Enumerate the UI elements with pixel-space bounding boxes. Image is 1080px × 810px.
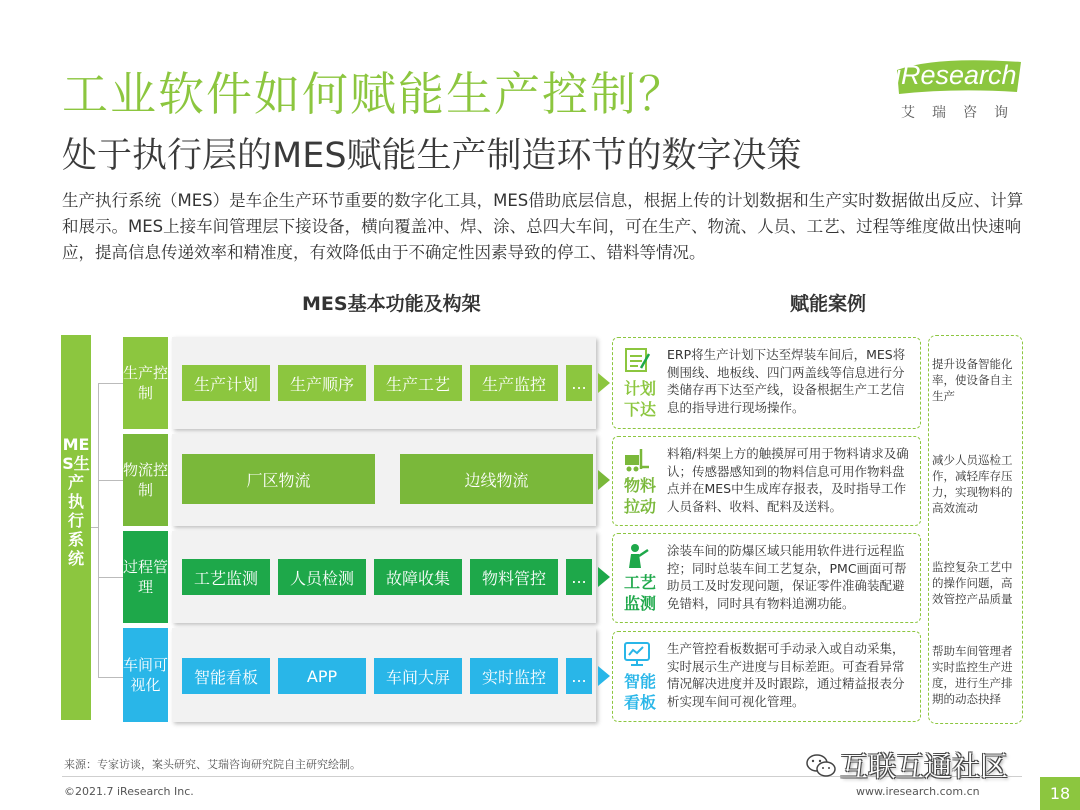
function-box: 智能看板 [182, 658, 270, 694]
iresearch-logo [895, 56, 1025, 126]
category-logistics-control: 物流控制 [123, 434, 168, 526]
website-link[interactable]: www.iresearch.com.cn [856, 785, 980, 798]
connector-line [98, 383, 123, 384]
forklift-icon [623, 445, 651, 473]
category-production-control: 生产控制 [123, 337, 168, 429]
case-card-dashboard [612, 631, 921, 722]
function-box: 车间大屏 [374, 658, 462, 694]
function-box: 生产顺序 [278, 365, 366, 401]
checklist-icon [623, 346, 651, 374]
category-process-management: 过程管理 [123, 531, 168, 623]
connector-line [98, 383, 99, 677]
arrow-right-icon [598, 373, 610, 393]
case-tag: 智能看板 [623, 672, 656, 712]
logo-text: iResearch [895, 60, 1017, 90]
result-text: 监控复杂工艺中的操作问题，高效管控产品质量 [932, 560, 1013, 606]
case-tag: 工艺监测 [623, 573, 656, 613]
connector-line [98, 577, 123, 578]
function-box-more: ... [566, 365, 592, 401]
case-tag: 计划下达 [623, 379, 656, 419]
function-box: 生产工艺 [374, 365, 462, 401]
case-description: 生产管控看板数据可手动录入或自动采集，实时展示生产进度与目标差距。可查看异常情况解决进度并及时跟踪，通过精益报表分析实现车间可视化管理。 [667, 641, 905, 709]
function-box: 实时监控 [470, 658, 558, 694]
dashboard-icon [623, 640, 651, 668]
arrow-right-icon [598, 567, 610, 587]
function-box: 物料管控 [470, 559, 558, 595]
case-description: ERP将生产计划下达至焊装车间后，MES将侧围线、地板线、四门两盖线等信息进行分类储存再下达至产线，设备根据生产工艺信息的指导进行现场操作。 [667, 347, 906, 415]
function-box-more: ... [566, 559, 592, 595]
case-card-material [612, 436, 921, 526]
category-workshop-visualization: 车间可视化 [123, 628, 168, 722]
function-box: 边线物流 [400, 454, 593, 504]
function-box: 厂区物流 [182, 454, 375, 504]
function-panel-visualization [172, 628, 596, 722]
connector-line [98, 480, 123, 481]
intro-paragraph: 生产执行系统（MES）是车企生产环节重要的数字化工具，MES借助底层信息，根据上传的计划数据和生产实时数据做出反应、计算和展示。MES上接车间管理层下接设备，横向覆盖冲、焊、涂、总四大车间，可在生产、物流、人员、工艺、过程等维度做出快速响应，提高信息传递效率和精准度，有效降低由于不确定性因素导致的停工、错料等情况。 [62, 191, 1024, 262]
case-description: 涂装车间的防爆区域只能用软件进行远程监控；同时总装车间工艺复杂，PMC画面可帮助员工及时发现问题，保证零件准确装配避免错料，同时具有物料追溯功能。 [667, 543, 907, 611]
section-title-cases: 赋能案例 [790, 293, 867, 315]
section-title-framework: MES基本功能及构架 [302, 293, 481, 315]
page-number: 18 [1040, 777, 1080, 810]
wechat-icon [805, 752, 837, 780]
function-box: 生产计划 [182, 365, 270, 401]
logo-subtext: 艾瑞咨询 [901, 105, 1025, 121]
arrow-right-icon [598, 470, 610, 490]
case-tag: 物料拉动 [623, 476, 656, 516]
function-box: 生产监控 [470, 365, 558, 401]
case-description: 料箱/料架上方的触摸屏可用于物料请求及确认；传感器感知到的物料信息可用作物料盘点并在MES中生成库存报表，及时指导工作人员备料、收料、配料及送料。 [667, 446, 909, 514]
mes-system-label: MES生产执行系统 [62, 435, 90, 568]
watermark-text: 互联互通社区 [840, 750, 1009, 783]
function-box-more: ... [566, 658, 592, 694]
arrow-right-icon [598, 666, 610, 686]
copyright-text: ©2021.7 iResearch Inc. [64, 785, 194, 798]
function-box: 人员检测 [278, 559, 366, 595]
function-box: 工艺监测 [182, 559, 270, 595]
case-card-process [612, 533, 921, 623]
result-text: 提升设备智能化率，使设备自主生产 [932, 357, 1013, 403]
mes-system-bar [61, 335, 91, 720]
page-title: 工业软件如何赋能生产控制？ [62, 67, 686, 121]
function-box: APP [278, 658, 366, 694]
function-panel-production [172, 337, 596, 429]
result-text: 减少人员巡检工作，减轻库存压力，实现物料的高效流动 [932, 453, 1013, 515]
page-subtitle: 处于执行层的MES赋能生产制造环节的数字决策 [62, 136, 802, 176]
case-card-plan [612, 337, 921, 429]
source-note: 来源：专家访谈，案头研究、艾瑞咨询研究院自主研究绘制。 [64, 758, 361, 771]
result-text: 帮助车间管理者实时监控生产进度，进行生产排期的动态抉择 [932, 644, 1013, 706]
connector-line [98, 677, 123, 678]
function-box: 故障收集 [374, 559, 462, 595]
worker-icon [623, 542, 651, 570]
function-panel-logistics [172, 434, 596, 526]
function-panel-process [172, 531, 596, 623]
